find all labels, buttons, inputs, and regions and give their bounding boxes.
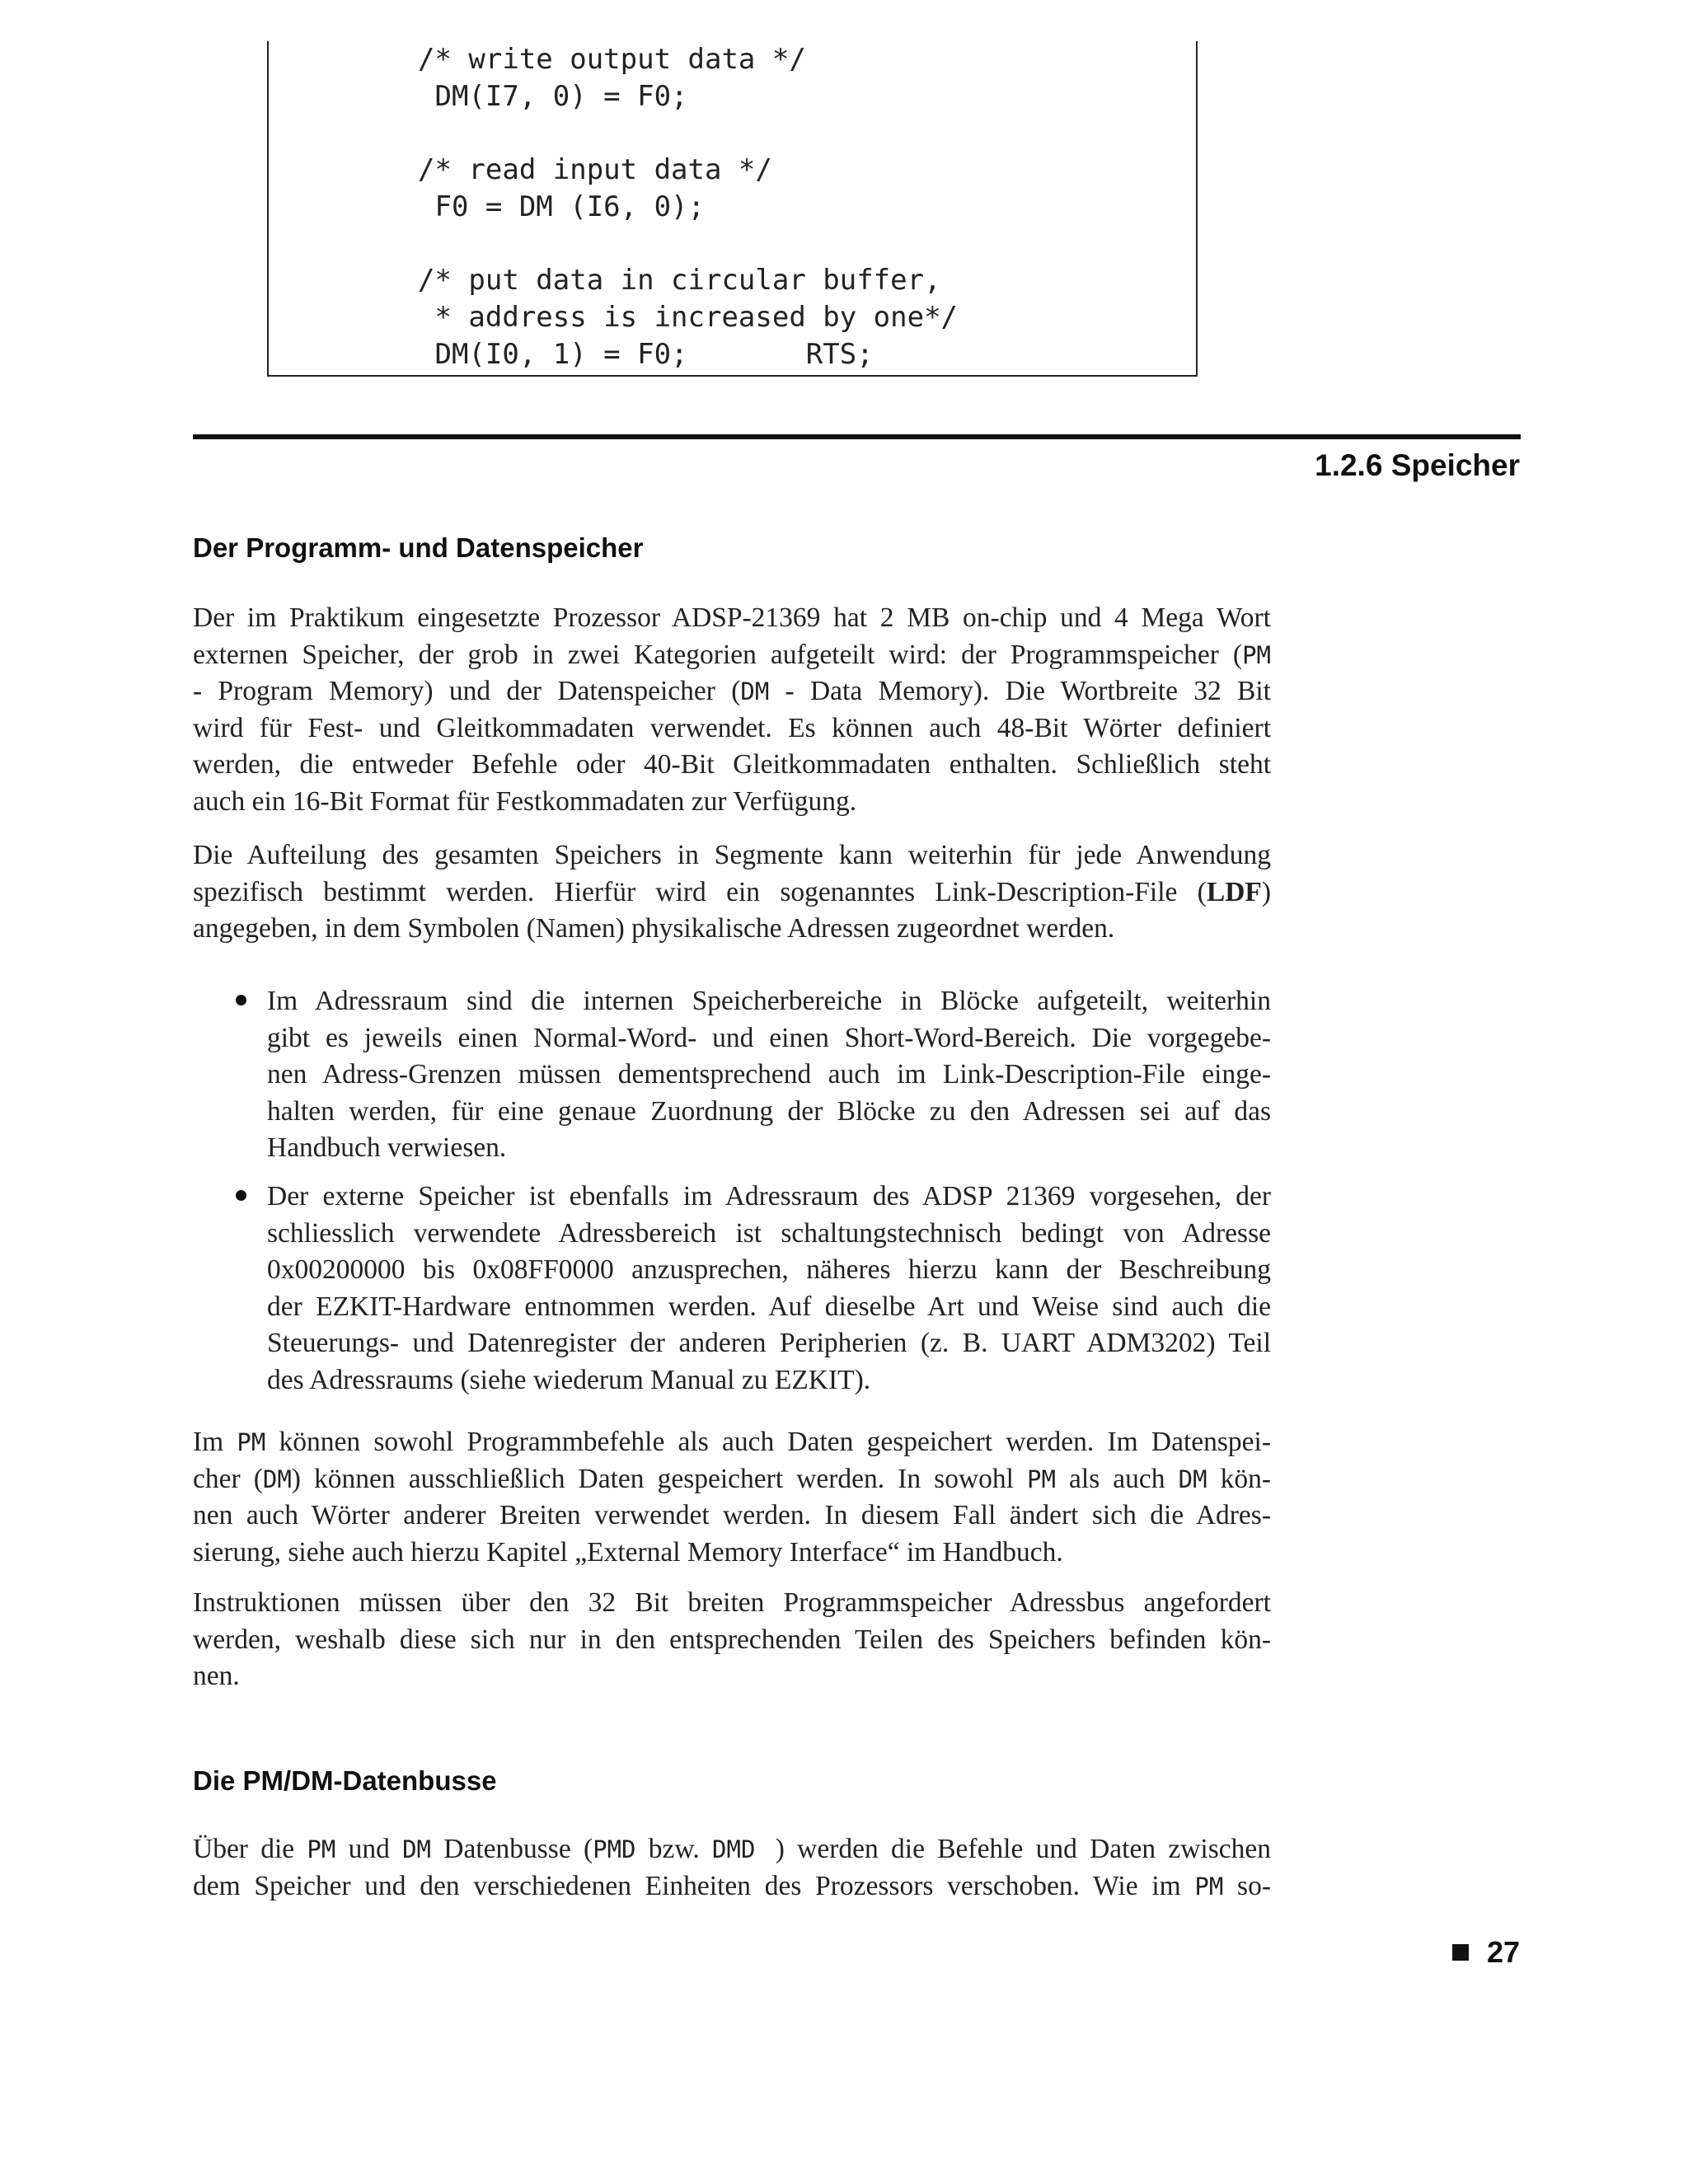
code-term: DMD [712,1835,776,1863]
code-term: DM [262,1465,292,1493]
text-span: ) werden die Befehle und Daten zwischen [775,1834,1272,1864]
text-line: Handbuch verwiesen. [267,1132,507,1164]
text-span: kön- [1207,1463,1272,1494]
text-line: werden, weshalb diese sich nur in den entsprechenden Teilen des Speichers befinden kön- [193,1624,1271,1655]
text-span: - Data Memory). Die Wortbreite 32 Bit [769,676,1271,707]
code-term: PM [1194,1872,1224,1900]
subsection-title: Die PM/DM-Datenbusse [193,1765,497,1796]
code-term: PM [1242,640,1271,669]
text-span: Im [193,1427,237,1457]
text-line [193,673,1271,710]
text-span: so- [1223,1870,1271,1901]
text-span: können sowohl Programmbefehle als auch Daten gespeichert werden. Im Datenspei- [265,1427,1272,1457]
text-line [193,1461,1271,1498]
text-span: Datenbusse ( [431,1834,593,1864]
text-line [193,637,1271,674]
text-line: Die Aufteilung des gesamten Speichers in Segmente kann weiterhin für jede Anwendung [193,840,1271,870]
square-icon [1452,1944,1469,1961]
text-span: ) [1261,876,1271,907]
text-line [193,1424,1271,1461]
bullet-icon [236,995,246,1005]
code-term: DM [740,677,770,706]
text-line [193,874,1271,912]
code-line: /* read input data */ [418,153,772,186]
page-footer [1452,1935,1520,1970]
text-line: Im Adressraum sind die internen Speicherbereiche in Blöcke aufgeteilt, weiterhin [267,986,1271,1016]
code-term: PM [237,1428,266,1456]
code-term: PM [307,1835,336,1863]
code-line: * address is increased by one*/ [418,301,959,334]
code-line: F0 = DM (I6, 0); [418,190,705,223]
text-line: Der im Praktikum eingesetzte Prozessor ADSP-21369 hat 2 MB on-chip und 4 Mega Wort [193,602,1271,633]
text-line: nen. [193,1661,240,1692]
code-term: DM [402,1835,432,1863]
text-span: ) können ausschließlich Daten gespeichert werden. In sowohl [291,1463,1028,1494]
text-line [193,1831,1271,1868]
paragraph-segments [193,837,1271,948]
list-item [193,983,1271,1167]
text-line: wird für Fest- und Gleitkommadaten verwendet. Es können auch 48-Bit Wörter definiert [193,712,1271,743]
text-line: Steuerungs- und Datenregister der anderen Peripherien (z. B. UART ADM3202) Teil [267,1328,1271,1359]
text-line: schliesslich verwendete Adressbereich ist schaltungstechnisch bedingt von Adresse [267,1217,1271,1249]
text-line: angegeben, in dem Symbolen (Namen) physikalische Adressen zugeordnet werden. [193,913,1115,944]
text-span: Über die [193,1834,307,1864]
text-line: auch ein 16-Bit Format für Festkommadaten zur Verfügung. [193,785,857,817]
code-term: PMD [593,1835,636,1863]
text-line: Instruktionen müssen über den 32 Bit breiten Programmspeicher Adressbus angefordert [193,1587,1271,1618]
paragraph-instructions [193,1585,1271,1695]
code-line: /* put data in circular buffer, [418,264,941,297]
section-rule [193,434,1521,439]
text-line: gibt es jeweils einen Normal-Word- und einen Short-Word-Bereich. Die vorgegebe- [267,1022,1271,1053]
code-term: PM [1027,1465,1056,1493]
text-line: Der externe Speicher ist ebenfalls im Adressraum des ADSP 21369 vorgesehen, der [267,1181,1271,1212]
text-line: nen auch Wörter anderer Breiten verwendet werden. In diesem Fall ändert sich die Adres- [193,1500,1271,1531]
code-line: DM(I7, 0) = F0; [418,80,688,113]
list-item [193,1179,1271,1399]
section-title: 1.2.6 Speicher [1315,448,1520,482]
text-line: werden, die entweder Befehle oder 40-Bit Gleitkommadaten enthalten. Schließlich steht [193,749,1271,780]
text-line: halten werden, für eine genaue Zuordnung der Blöcke zu den Adressen sei auf das [267,1095,1271,1127]
text-span: externen Speicher, der grob in zwei Kategorien aufgeteilt wird: der Programmspeicher ( [193,639,1243,670]
list-item-text [267,983,1271,1167]
subsection-title: Der Programm- und Datenspeicher [193,532,644,563]
text-line: des Adressraums (siehe wiederum Manual zu EZKIT). [267,1364,871,1395]
paragraph-pm-dm [193,1424,1271,1571]
bullet-icon [236,1190,246,1201]
text-span: bzw. [635,1834,713,1864]
text-line: sierung, siehe auch hierzu Kapitel „External Memory Interface“ im Handbuch. [193,1536,1063,1568]
code-term: DM [1178,1465,1207,1493]
text-span: cher ( [193,1463,263,1494]
text-line: der EZKIT-Hardware entnommen werden. Auf dieselbe Art und Weise sind auch die [267,1291,1271,1322]
text-span: und [335,1834,403,1864]
page-number: 27 [1486,1935,1520,1969]
text-span: als auch [1055,1463,1179,1494]
code-line: /* write output data */ [418,43,806,76]
text-line: 0x00200000 bis 0x08FF0000 anzusprechen, näheres hierzu kann der Beschreibung [267,1254,1271,1286]
text-line [193,1868,1271,1905]
text-span: spezifisch bestimmt werden. Hierfür wird ein sogenanntes Link-Description-File ( [193,876,1207,907]
paragraph-data-buses [193,1831,1271,1905]
bold-term: LDF [1206,876,1262,907]
text-span: - Program Memory) und der Datenspeicher ( [193,676,741,707]
text-span: dem Speicher und den verschiedenen Einheiten des Prozessors verschoben. Wie im [193,1870,1195,1901]
list-item-text [267,1179,1271,1399]
text-line: nen Adress-Grenzen müssen dementsprechend auch im Link-Description-File einge- [267,1059,1271,1090]
code-line: DM(I0, 1) = F0; RTS; [418,338,874,371]
paragraph-memory-intro [193,600,1271,821]
